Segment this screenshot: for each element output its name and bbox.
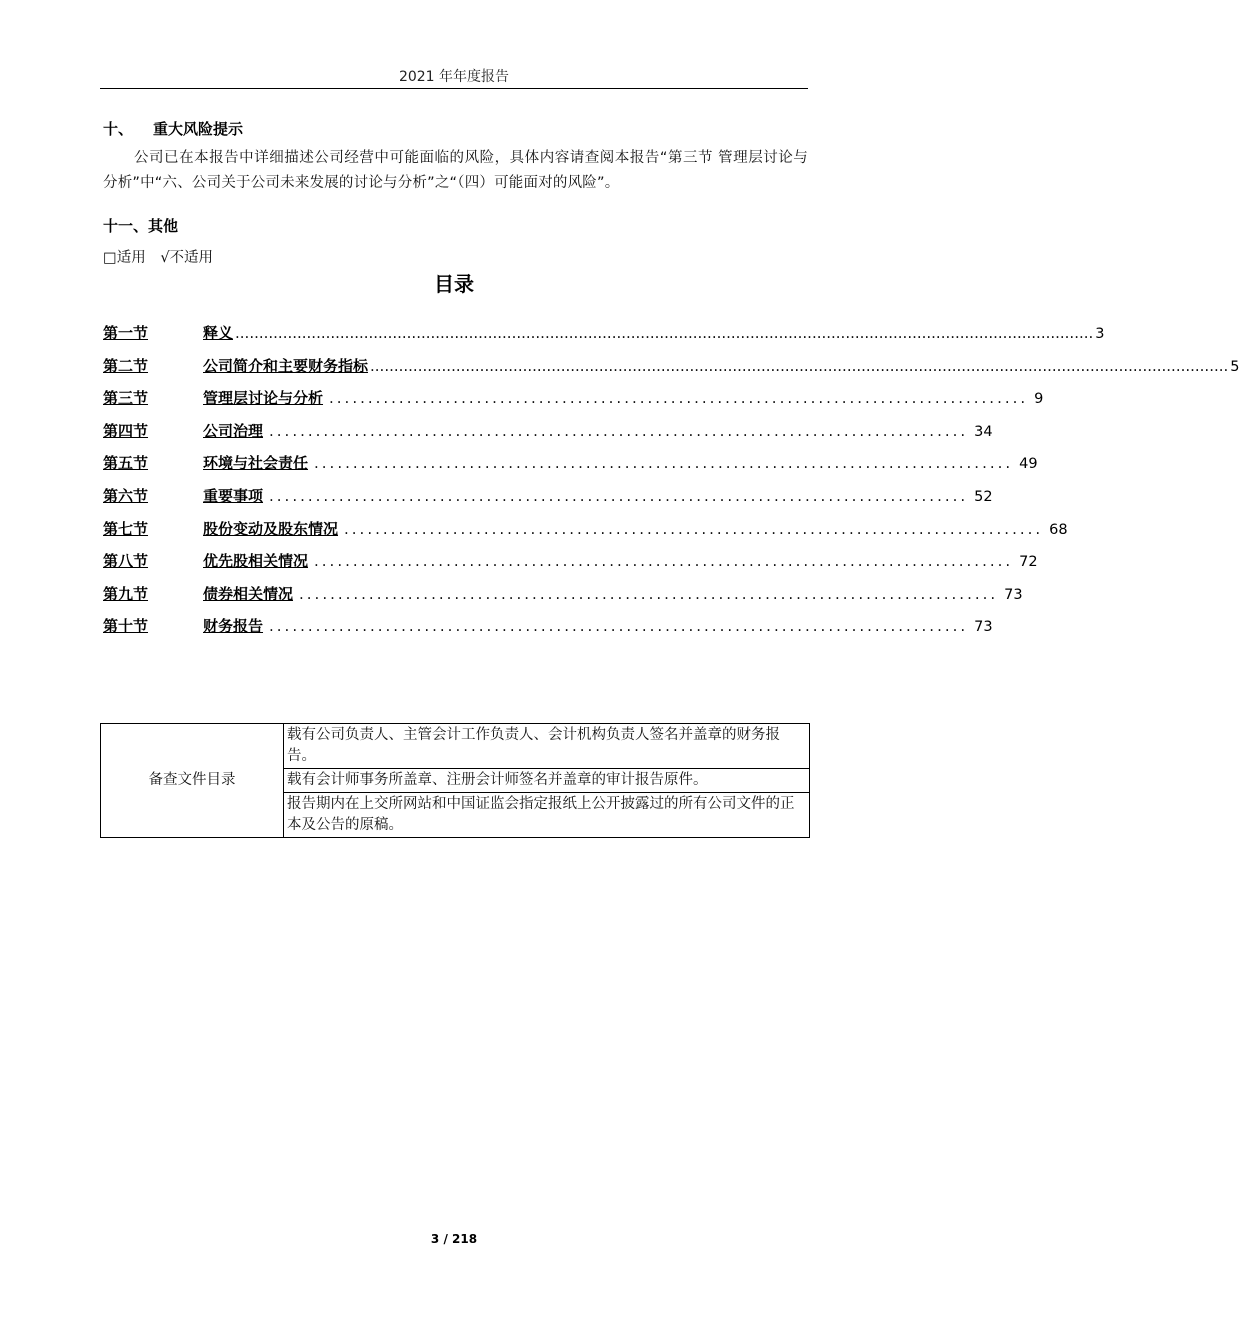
toc-section-name[interactable]: 债券相关情况 — [203, 584, 294, 603]
reference-doc-item: 报告期内在上交所网站和中国证监会指定报纸上公开披露过的所有公司文件的正本及公告的原稿。 — [284, 793, 810, 838]
section-11-heading: 十一、其他 — [103, 217, 179, 235]
page-number: 3 / 218 — [430, 1232, 478, 1246]
toc-row[interactable] — [103, 355, 1240, 388]
toc-page-number: 72 — [1019, 554, 1038, 571]
report-header-title: 2021 年年度报告 — [398, 69, 510, 85]
toc-section-number[interactable]: 第三节 — [103, 389, 149, 408]
toc-section-number[interactable]: 第九节 — [103, 584, 149, 603]
toc-page-number: 49 — [1019, 456, 1038, 473]
toc-leader-dots: .................................................................................................................................................................................... — [235, 324, 1094, 342]
toc-section-name[interactable]: 公司简介和主要财务指标 — [203, 356, 369, 375]
reference-doc-item: 载有公司负责人、主管会计工作负责人、会计机构负责人签名并盖章的财务报告。 — [284, 724, 810, 769]
toc-row[interactable] — [103, 485, 993, 518]
toc-section-number[interactable]: 第六节 — [103, 486, 149, 505]
table-of-contents — [103, 322, 1240, 648]
toc-page-number: 52 — [974, 488, 993, 505]
toc-section-number[interactable]: 第十节 — [103, 617, 149, 636]
toc-section-name[interactable]: 重要事项 — [203, 486, 264, 505]
toc-section-name[interactable]: 环境与社会责任 — [203, 454, 309, 473]
toc-leader-dots: .......................................................................................... — [314, 552, 1014, 571]
toc-row[interactable] — [103, 322, 1105, 355]
toc-leader-dots: .......................................................................................... — [269, 421, 969, 440]
applicability-options — [103, 246, 213, 267]
toc-section-name[interactable]: 释义 — [203, 324, 234, 342]
toc-title: 目录 — [434, 272, 474, 296]
toc-section-name[interactable]: 公司治理 — [203, 421, 264, 440]
toc-page-number: 34 — [974, 423, 993, 440]
risk-paragraph: 公司已在本报告中详细描述公司经营中可能面临的风险，具体内容请查阅本报告“第三节 管理层讨论与分析”中“六、公司关于公司未来发展的讨论与分析”之“（四）可能面对的风险”。 — [103, 150, 808, 191]
toc-leader-dots: .......................................................................................... — [344, 519, 1044, 538]
toc-section-number[interactable]: 第七节 — [103, 519, 149, 538]
toc-row[interactable] — [103, 518, 1068, 551]
toc-section-number[interactable]: 第五节 — [103, 454, 149, 473]
toc-page-number: 73 — [974, 619, 993, 636]
toc-section-number[interactable]: 第八节 — [103, 552, 149, 571]
toc-section-number[interactable]: 第二节 — [103, 356, 149, 375]
option-applicable: □适用 — [103, 250, 146, 266]
section-10-heading — [103, 118, 243, 139]
toc-page-number: 3 — [1095, 326, 1105, 342]
toc-leader-dots: .................................................................................................................................................................................... — [370, 356, 1229, 375]
toc-leader-dots: .......................................................................................... — [299, 584, 999, 603]
option-not-applicable: √不适用 — [160, 250, 214, 266]
toc-section-number[interactable]: 第一节 — [103, 324, 149, 342]
toc-section-number[interactable]: 第四节 — [103, 421, 149, 440]
toc-row[interactable] — [103, 583, 1023, 616]
toc-page-number: 68 — [1049, 521, 1068, 538]
toc-leader-dots: .......................................................................................... — [314, 454, 1014, 473]
toc-leader-dots: .......................................................................................... — [269, 486, 969, 505]
section-10-number: 十、 — [103, 120, 134, 138]
toc-section-name[interactable]: 管理层讨论与分析 — [203, 389, 324, 408]
toc-section-name[interactable]: 优先股相关情况 — [203, 552, 309, 571]
toc-row[interactable] — [103, 420, 993, 453]
toc-row[interactable] — [103, 615, 993, 648]
toc-leader-dots: .......................................................................................... — [269, 617, 969, 636]
reference-documents-table — [100, 723, 810, 838]
toc-leader-dots: .......................................................................................... — [329, 389, 1029, 408]
toc-page-number: 9 — [1034, 391, 1044, 408]
reference-docs-label: 备查文件目录 — [101, 724, 284, 838]
table-row — [101, 724, 810, 769]
toc-page-number: 73 — [1004, 586, 1023, 603]
toc-row[interactable] — [103, 387, 1044, 420]
toc-row[interactable] — [103, 550, 1038, 583]
header-rule — [100, 88, 808, 89]
toc-page-number: 5 — [1230, 358, 1240, 375]
toc-section-name[interactable]: 股份变动及股东情况 — [203, 519, 339, 538]
section-10-title: 重大风险提示 — [153, 120, 244, 138]
toc-section-name[interactable]: 财务报告 — [203, 617, 264, 636]
reference-doc-item: 载有会计师事务所盖章、注册会计师签名并盖章的审计报告原件。 — [284, 769, 810, 793]
toc-row[interactable] — [103, 452, 1038, 485]
